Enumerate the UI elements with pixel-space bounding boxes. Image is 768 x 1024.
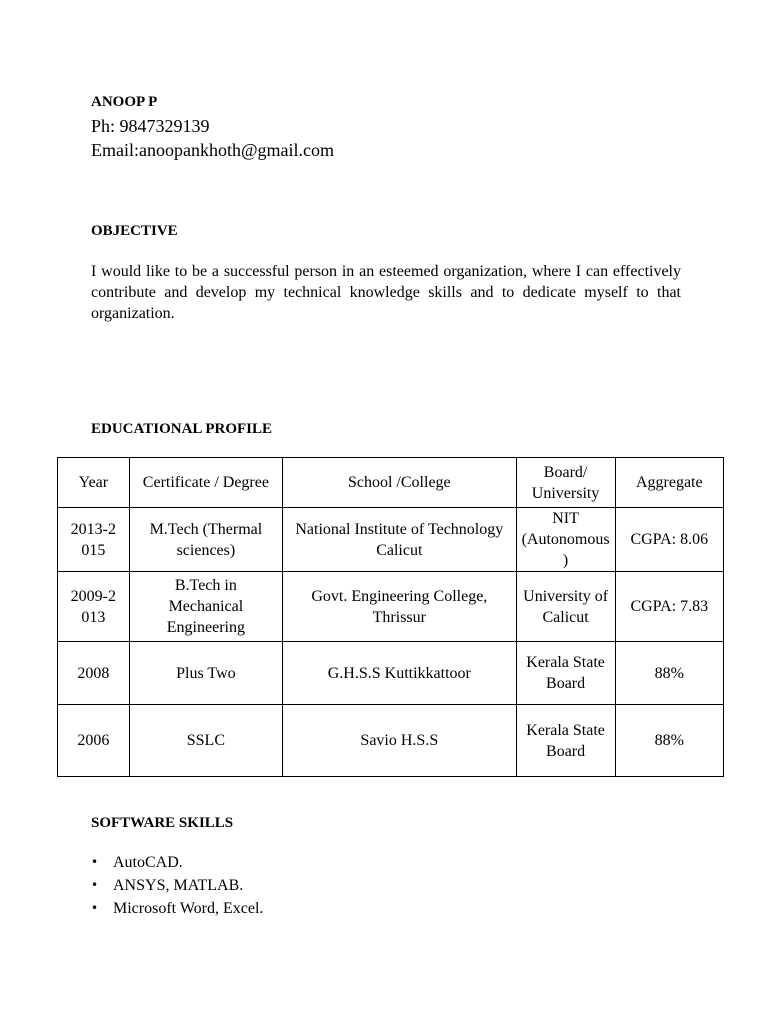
bullet-icon: • (91, 855, 99, 869)
column-header-board-text: Board/ University (531, 463, 600, 502)
column-header-school: School /College (283, 458, 517, 508)
table-cell-school (283, 572, 517, 642)
email-address: Email:anoopankhoth@gmail.com (91, 140, 335, 160)
year-text: 2013-2015 (70, 520, 116, 559)
skills-list (91, 851, 263, 920)
skill-text: Microsoft Word, Excel. (113, 900, 264, 917)
board-text: NIT (Autonomous ) (521, 510, 610, 569)
column-header-certificate: Certificate / Degree (129, 458, 282, 508)
table-cell-board (516, 508, 615, 572)
table-cell-certificate (129, 572, 282, 642)
column-header-aggregate: Aggregate (615, 458, 723, 508)
table-cell-school: Savio H.S.S (283, 705, 517, 777)
table-cell-board: University of Calicut (516, 572, 615, 642)
column-header-board (516, 458, 615, 508)
table-cell-year: 2006 (58, 705, 130, 777)
table-cell-board (516, 642, 615, 705)
table-cell-certificate: SSLC (129, 705, 282, 777)
phone-number: Ph: 9847329139 (91, 116, 210, 136)
objective-text: I would like to be a successful person in an esteemed organization, where I can effectively contribute and develop my technical knowledge skills and to dedicate myself to that organization. (91, 263, 681, 322)
column-header-year: Year (58, 458, 130, 508)
table-cell-year (58, 572, 130, 642)
education-table (57, 457, 724, 777)
certificate-text: B.Tech in Mechanical Engineering (166, 577, 245, 636)
table-cell-year: 2008 (58, 642, 130, 705)
table-cell-board (516, 705, 615, 777)
educational-profile-heading: EDUCATIONAL PROFILE (91, 421, 272, 437)
board-text: Kerala State Board (526, 721, 605, 760)
bullet-icon: • (91, 901, 99, 915)
table-cell-school: National Institute of Technology Calicut (283, 508, 517, 572)
software-skills-heading: SOFTWARE SKILLS (91, 815, 234, 831)
table-header-row (58, 458, 724, 508)
table-cell-aggregate: CGPA: 7.83 (615, 572, 723, 642)
table-row (58, 572, 724, 642)
table-row (58, 508, 724, 572)
objective-heading: OBJECTIVE (91, 223, 178, 239)
table-row (58, 642, 724, 705)
table-cell-school: G.H.S.S Kuttikkattoor (283, 642, 517, 705)
skill-text: AutoCAD. (113, 854, 183, 871)
year-text: 2009-2013 (70, 587, 116, 626)
table-cell-certificate: M.Tech (Thermal sciences) (129, 508, 282, 572)
skill-text: ANSYS, MATLAB. (113, 877, 244, 894)
table-cell-aggregate: CGPA: 8.06 (615, 508, 723, 572)
table-cell-certificate: Plus Two (129, 642, 282, 705)
list-item (91, 897, 263, 920)
bullet-icon: • (91, 878, 99, 892)
table-cell-year (58, 508, 130, 572)
board-text: Kerala State Board (526, 654, 605, 692)
applicant-name: ANOOP P (91, 94, 158, 110)
list-item (91, 874, 263, 897)
table-cell-aggregate: 88% (615, 705, 723, 777)
school-text: Govt. Engineering College, Thrissur (311, 587, 488, 626)
table-row (58, 705, 724, 777)
table-cell-aggregate: 88% (615, 642, 723, 705)
list-item (91, 851, 263, 874)
